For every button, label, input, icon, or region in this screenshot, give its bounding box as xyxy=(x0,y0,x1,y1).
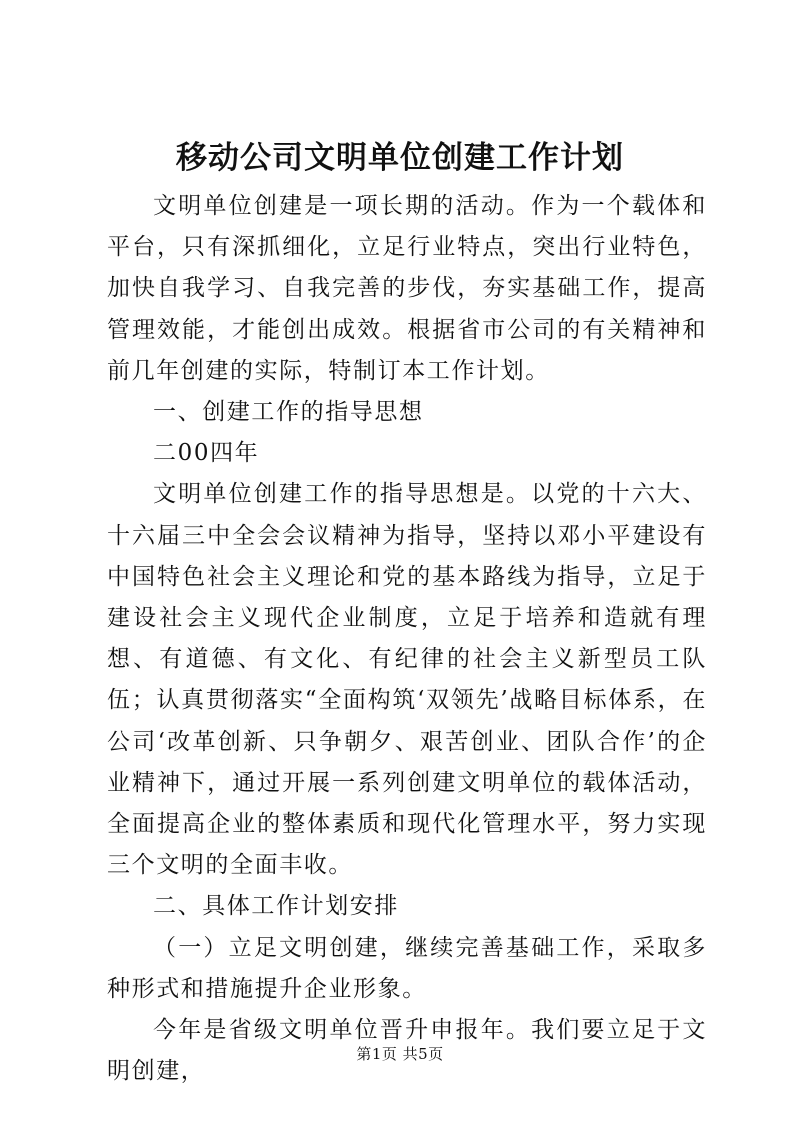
section-heading-guiding-ideology: 一、创建工作的指导思想 xyxy=(153,399,424,426)
section-heading-work-plan: 二、具体工作计划安排 xyxy=(153,893,399,920)
paragraph-guiding-ideology: 文明单位创建工作的指导思想是。以党的十六大、十六届三中全会会议精神为指导，坚持以邓小平建设有中国特色社会主义理论和党的基本路线为指导，立足于建设社会主义现代企业制度，立足于培养和造就有理想、有道德、有文化、有纪律的社会主义新型员工队伍；认真贯彻落实“全面构筑‘双领先’战略目标体系，在公司‘改革创新、只争朝夕、艰苦创业、团队合作’的企业精神下，通过开展一系列创建文明单位的载体活动，全面提高企业的整体素质和现代化管理水平，努力实现三个文明的全面丰收。 xyxy=(107,481,707,879)
subsection-heading-civilization: （一）立足文明创建，继续完善基础工作，采取多种形式和措施提升企业形象。 xyxy=(107,934,707,1002)
paragraph-year: 二00四年 xyxy=(153,440,260,467)
paragraph-this-year: 今年是省级文明单位晋升申报年。我们要立足于文明创建， xyxy=(107,1017,707,1085)
paragraph-intro: 文明单位创建是一项长期的活动。作为一个载体和平台，只有深抓细化，立足行业特点，突出行业特色，加快自我学习、自我完善的步伐，夯实基础工作，提高管理效能，才能创出成效。根据省市公司的有关精神和前几年创建的实际，特制订本工作计划。 xyxy=(107,193,707,384)
document-title: 移动公司文明单位创建工作计划 xyxy=(176,140,624,176)
page-number-footer: 第1页 共5页 xyxy=(356,1045,444,1063)
document-body xyxy=(107,186,707,1092)
